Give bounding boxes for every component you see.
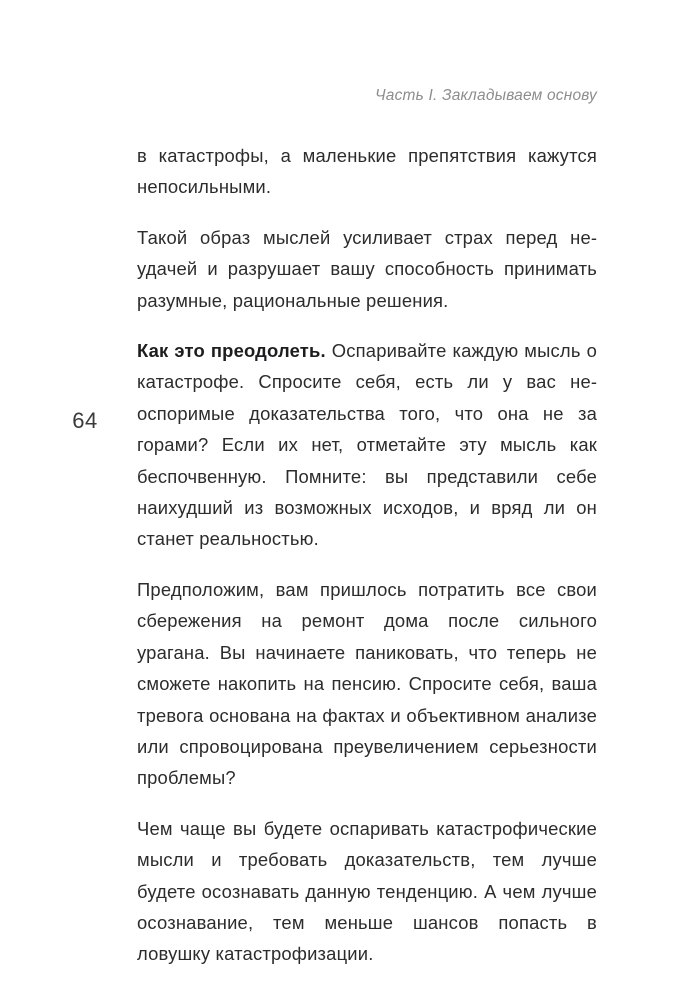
paragraph: в катастрофы, а маленькие препятствия кажутся непосильными. (137, 145, 597, 198)
running-head: Часть I. Закладываем основу (375, 87, 597, 104)
paragraph (137, 335, 597, 555)
paragraph: Предположим, вам пришлось потратить все свои сбережения на ремонт дома после сильного урагана. Вы начинаете паниковать, что теперь не сможете накопить на пенсию. Спросите себя, ваша тревога основана на фактах и объективном анализе или спровоцирована преувеличением серьезности проблемы? (137, 578, 597, 789)
body-text-column (137, 140, 597, 970)
page-number: 64 (72, 408, 98, 433)
paragraph-lead-in: Как это преодолеть. (137, 340, 326, 362)
paragraph: Такой образ мыслей усиливает страх перед неудачей и разрушает вашу способность принимать разумные, рациональные решения. (137, 226, 597, 311)
paragraph-body: Оспаривайте каждую мысль о катастрофе. Спросите себя, есть ли у вас неоспоримые доказательства того, что она не за горами? Если их нет, отметайте эту мысль как беспочвенную. Помните: вы представили себе наихудший из возможных исходов, и вряд ли он станет реальностью. (137, 340, 597, 550)
paragraph: Чем чаще вы будете оспаривать катастрофические мысли и требовать доказательств, тем лучше будете осознавать данную тенденцию. А чем лучше осознавание, тем меньше шансов попасть в ловушку катастрофизации. (137, 817, 597, 965)
